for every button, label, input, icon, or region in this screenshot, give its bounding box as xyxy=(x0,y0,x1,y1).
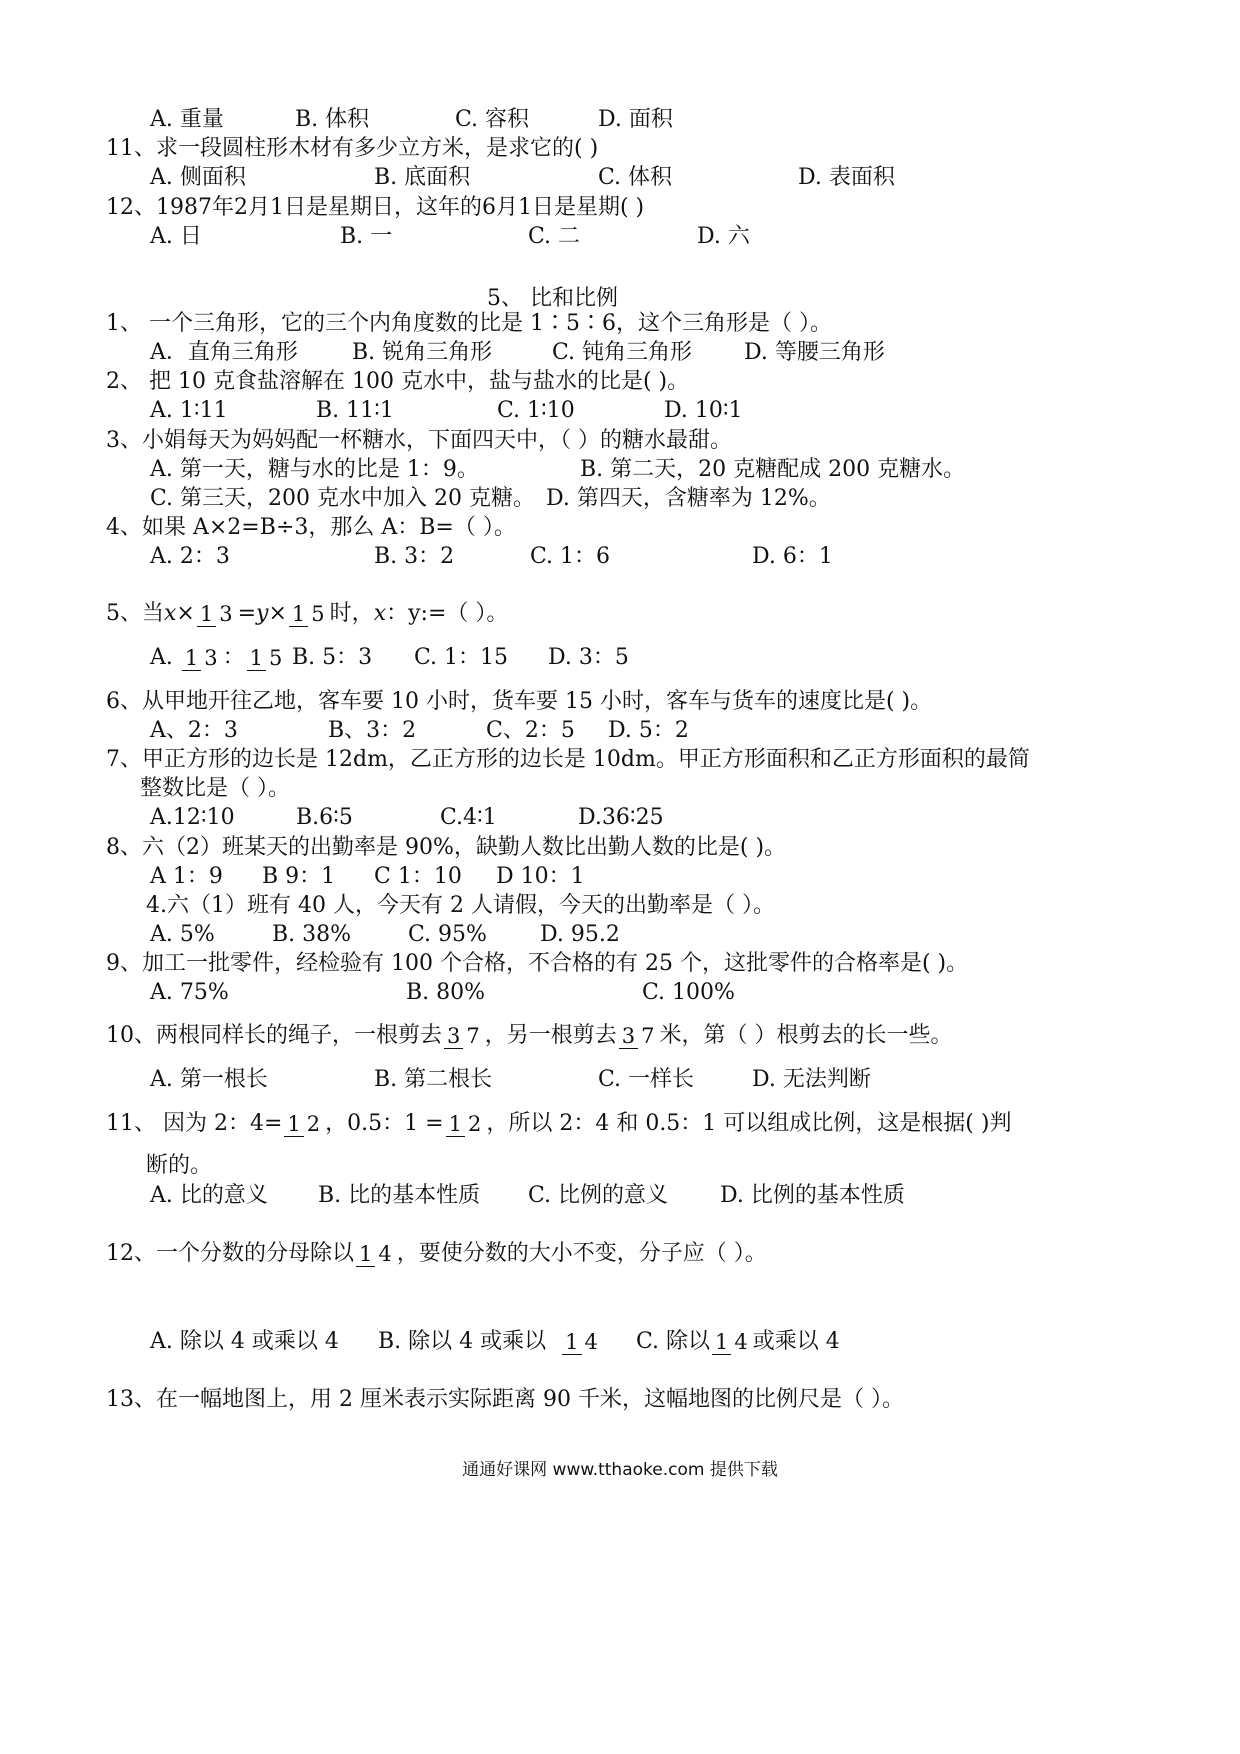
q5-tail-x: x xyxy=(373,601,387,626)
option-c: C. 比例的意义 xyxy=(528,1183,669,1208)
q8-text: 8、六（2）班某天的出勤率是 90%，缺勤人数比出勤人数的比是( )。 xyxy=(106,835,787,860)
q10-text xyxy=(106,1008,953,1064)
q12-prefix: 12、一个分数的分母除以 xyxy=(106,1241,354,1266)
q11-prefix: 11、 因为 2：4= xyxy=(106,1111,283,1136)
option-b: B. 底面积 xyxy=(374,165,471,190)
option-b: B. 5：3 xyxy=(292,645,373,670)
q13-text: 13、在一幅地图上，用 2 厘米表示实际距离 90 千米，这幅地图的比例尺是（ ）。 xyxy=(106,1387,904,1412)
q4-text: 4、如果 A×2=B÷3，那么 A：B=（ ）。 xyxy=(106,515,516,540)
q5-equals: = xyxy=(237,601,257,626)
option-d: D.36∶25 xyxy=(578,805,664,830)
q10-prefix: 10、两根同样长的绳子，一根剪去 xyxy=(106,1023,442,1048)
option-c: C.4∶1 xyxy=(440,805,497,830)
prev-q11-text: 11、求一段圆柱形木材有多少立方米，是求它的( ) xyxy=(106,136,599,161)
option-b: B.6∶5 xyxy=(296,805,353,830)
q12-opt-c-fraction: 1 4 xyxy=(712,1330,751,1355)
option-a: A. 2：3 xyxy=(150,544,230,569)
q7-text-cont: 整数比是（ ）。 xyxy=(140,776,290,801)
option-d: D. 5：2 xyxy=(608,718,689,743)
q3-text: 3、小娟每天为妈妈配一杯糖水，下面四天中，（ ）的糖水最甜。 xyxy=(106,428,732,453)
option-d: D. 面积 xyxy=(598,107,673,132)
q5-fraction-one-third: 1 3 xyxy=(197,602,236,627)
section-title: 5、 比和比例 xyxy=(487,286,618,311)
q10-fraction-1: 3 7 xyxy=(444,1024,483,1049)
option-b: B. 比的基本性质 xyxy=(318,1183,481,1208)
q10-mid: ，另一根剪去 xyxy=(484,1023,617,1048)
option-a: A. 75% xyxy=(150,980,229,1005)
page-footer: 通通好课网 www.tthaoke.com 提供下载 xyxy=(462,1460,778,1480)
q12-options xyxy=(0,1314,900,1370)
option-a: A. 日 xyxy=(150,224,202,249)
q10-post: 米，第（ ）根剪去的长一些。 xyxy=(659,1023,953,1048)
q10-fraction-2: 3 7 xyxy=(619,1024,658,1049)
option-c: C 1：10 xyxy=(374,864,462,889)
option-d: D. 6：1 xyxy=(752,544,833,569)
q5-var-x: x xyxy=(164,601,177,626)
q5-opt-a-frac-2: 1 5 xyxy=(247,646,286,671)
option-a: A 1：9 xyxy=(150,864,223,889)
q6-text: 6、从甲地开往乙地，客车要 10 小时，货车要 15 小时，客车与货车的速度比是( )。 xyxy=(106,689,933,714)
option-a: A. 比的意义 xyxy=(150,1183,268,1208)
q5-post: 时， xyxy=(329,601,374,626)
q8-sub-text: 4.六（1）班有 40 人，今天有 2 人请假，今天的出勤率是（ ）。 xyxy=(146,893,775,918)
q5-opt-a-frac-1: 1 3 xyxy=(182,646,221,671)
q5-fraction-one-fifth: 1 5 xyxy=(289,602,328,627)
option-b: B. 体积 xyxy=(295,107,370,132)
option-c: C. 除以 1 4 或乘以 4 xyxy=(636,1329,840,1354)
prev-q12-text: 12、1987年2月1日是星期日，这年的6月1日是星期( ) xyxy=(106,195,645,220)
option-d: D. 第四天，含糖率为 12%。 xyxy=(546,486,831,511)
option-c: C. 钝角三角形 xyxy=(552,340,693,365)
option-b: B、3：2 xyxy=(328,718,417,743)
option-a: A. 除以 4 或乘以 4 xyxy=(150,1329,339,1354)
q5-prefix: 5、当 xyxy=(106,601,164,626)
option-a: A.12∶10 xyxy=(150,805,235,830)
q9-text: 9、加工一批零件，经检验有 100 个合格，不合格的有 25 个，这批零件的合格率是( )。 xyxy=(106,951,969,976)
q12-post: ，要使分数的大小不变，分子应（ ）。 xyxy=(396,1241,767,1266)
option-a: A. 1∶11 xyxy=(150,398,228,423)
option-c: C. 体积 xyxy=(598,165,673,190)
option-c: C. 一样长 xyxy=(598,1067,695,1092)
option-d: D. 表面积 xyxy=(798,165,895,190)
q2-text: 2、 把 10 克食盐溶解在 100 克水中，盐与盐水的比是( )。 xyxy=(106,369,690,394)
q5-times: × xyxy=(176,601,195,626)
option-c: C. 1∶10 xyxy=(497,398,575,423)
option-a: A. 5% xyxy=(150,922,215,947)
q1-text: 1、 一个三角形，它的三个内角度数的比是 1∶5∶6，这个三角形是（ ）。 xyxy=(106,311,832,336)
option-b: B. 第二根长 xyxy=(374,1067,493,1092)
option-d: D. 比例的基本性质 xyxy=(720,1183,905,1208)
option-c: C. 容积 xyxy=(455,107,530,132)
option-b: B. 38% xyxy=(272,922,352,947)
q5-times2: × xyxy=(268,601,287,626)
option-a: A、2：3 xyxy=(150,718,238,743)
q5-tail: ：y:=（ ）。 xyxy=(386,601,509,626)
option-a: A. 第一天，糖与水的比是 1：9。 xyxy=(150,457,479,482)
q5-options xyxy=(0,630,800,686)
option-d: D. 10∶1 xyxy=(664,398,743,423)
q12-fraction: 1 4 xyxy=(356,1242,395,1267)
option-c: C. 1：15 xyxy=(414,645,509,670)
option-d: D 10：1 xyxy=(496,864,585,889)
q12-opt-b-fraction: 1 4 xyxy=(562,1330,601,1355)
option-a: A. 侧面积 xyxy=(150,165,246,190)
option-c: C. 第三天，200 克水中加入 20 克糖。 xyxy=(150,486,536,511)
option-b: B. 一 xyxy=(340,224,393,249)
option-b: B. 80% xyxy=(406,980,486,1005)
q11-text-cont: 断的。 xyxy=(146,1153,213,1178)
option-d: D. 等腰三角形 xyxy=(744,340,885,365)
option-b: B. 除以 4 或乘以 1 4 xyxy=(378,1314,603,1370)
option-a: A. 重量 xyxy=(150,107,224,132)
option-d: D. 无法判断 xyxy=(752,1067,871,1092)
q5-var-y: y xyxy=(256,601,269,626)
q7-text: 7、甲正方形的边长是 12dm，乙正方形的边长是 10dm。甲正方形面积和乙正方形面积的最简 xyxy=(106,747,1030,772)
option-b: B 9：1 xyxy=(262,864,336,889)
q11-fraction-2: 1 2 xyxy=(446,1112,485,1137)
option-d: D. 六 xyxy=(697,224,750,249)
q11-text xyxy=(106,1096,1011,1152)
option-b: B. 锐角三角形 xyxy=(352,340,493,365)
option-a: A. 1 3 ： 1 5 xyxy=(150,630,287,686)
option-b: B. 3：2 xyxy=(374,544,455,569)
option-d: D. 95.2 xyxy=(540,922,620,947)
option-c: C. 二 xyxy=(528,224,581,249)
option-c: C. 100% xyxy=(642,980,735,1005)
option-d: D. 3：5 xyxy=(548,645,629,670)
option-a: A. 第一根长 xyxy=(150,1067,268,1092)
q11-fraction-1: 1 2 xyxy=(284,1112,323,1137)
option-b: B. 第二天，20 克糖配成 200 克糖水。 xyxy=(580,457,966,482)
option-c: C、2：5 xyxy=(486,718,575,743)
option-a: A．直角三角形 xyxy=(150,340,298,365)
option-b: B. 11∶1 xyxy=(316,398,394,423)
q11-mid: ，0.5：1 = xyxy=(325,1111,444,1136)
option-c: C. 95% xyxy=(408,922,487,947)
option-c: C. 1：6 xyxy=(530,544,611,569)
q11-post: ，所以 2：4 和 0.5：1 可以组成比例，这是根据( )判 xyxy=(486,1111,1012,1136)
q12-text xyxy=(106,1226,767,1282)
